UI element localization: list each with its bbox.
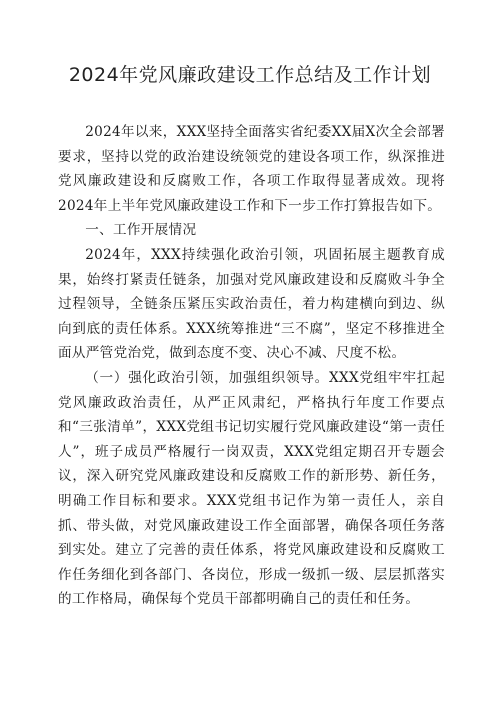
intro-paragraph: 2024年以来，XXX坚持全面落实省纪委XX届X次全会部署要求，坚持以党的政治建设统领党的建设各项工作，纵深推进党风廉政建设和反腐败工作，各项工作取得显著成效。现将2024年上半年党风廉政建设工作和下一步工作打算报告如下。 bbox=[58, 124, 445, 214]
section-body-paragraph: 2024年，XXX持续强化政治引领，巩固拓展主题教育成果，始终打紧责任链条，加强对党风廉政建设和反腐败斗争全过程领导，全链条压紧压实政治责任，着力构建横向到边、纵向到底的责任体系。XXX统筹推进“三不腐”，坚定不移推进全面从严管党治党，做到态度不变、决心不减、尺度不松。 bbox=[58, 246, 445, 362]
document-title: 2024年党风廉政建设工作总结及工作计划 bbox=[68, 64, 432, 86]
section-heading: 一、工作开展情况 bbox=[85, 222, 197, 239]
document-body bbox=[58, 120, 445, 612]
subsection-paragraph: （一）强化政治引领，加强组织领导。XXX党组牢牢扛起党风廉政政治责任，从严正风肃纪，严格执行年度工作要点和“三张清单”，XXX党组书记切实履行党风廉政建设“第一责任人”，班子成员严格履行一岗双责，XXX党组定期召开专题会议，深入研究党风廉政建设和反腐败工作的新形势、新任务，明确工作目标和要求。XXX党组书记作为第一责任人，亲自抓、带头做，对党风廉政建设工作全面部署，确保各项任务落到实处。建立了完善的责任体系，将党风廉政建设和反腐败工作任务细化到各部门、各岗位，形成一级抓一级、层层抓落实的工作格局，确保每个党员干部都明确自己的责任和任务。 bbox=[58, 369, 445, 608]
